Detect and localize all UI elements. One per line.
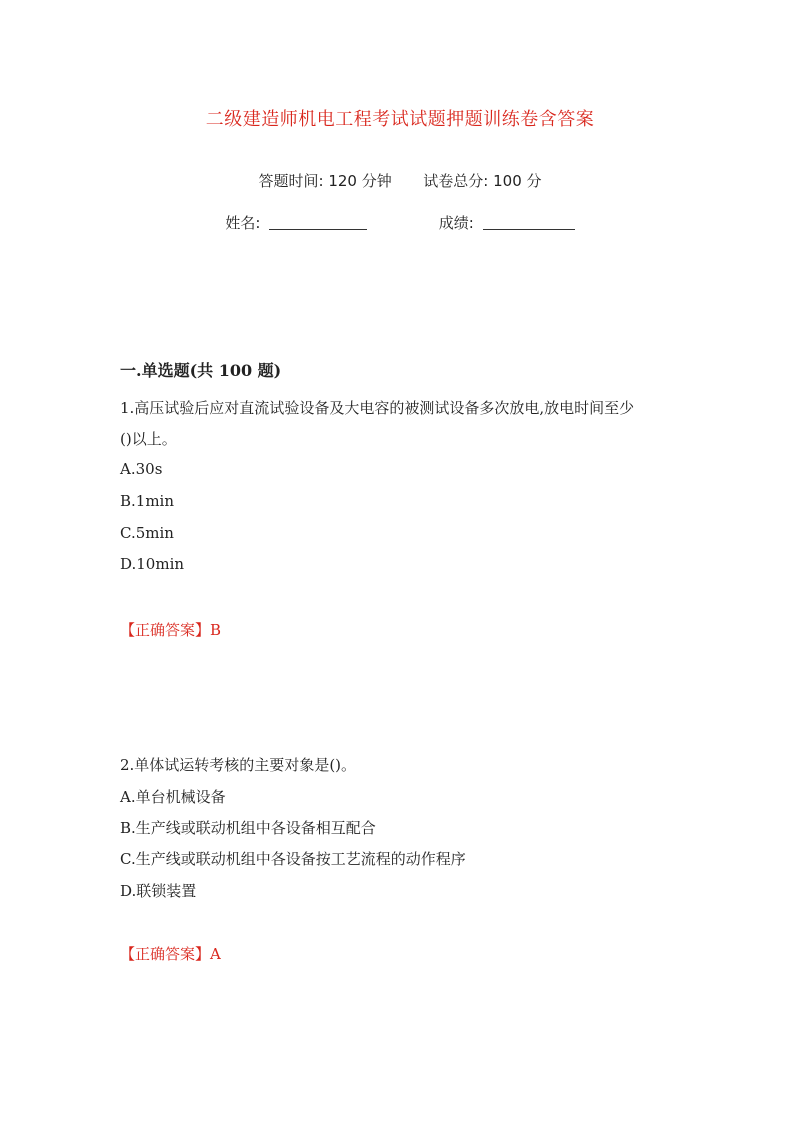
question-1-option-a: A.30s bbox=[120, 460, 163, 478]
exam-title: 二级建造师机电工程考试试题押题训练卷含答案 bbox=[205, 109, 595, 130]
score-blank[interactable] bbox=[483, 214, 575, 230]
total-score-value: 100 分 bbox=[493, 172, 542, 190]
question-2-option-a: A.单台机械设备 bbox=[120, 788, 226, 806]
name-blank[interactable] bbox=[269, 214, 367, 230]
score-label: 成绩: bbox=[438, 214, 474, 232]
question-2-answer: 【正确答案】A bbox=[120, 945, 221, 963]
question-1-answer: 【正确答案】B bbox=[120, 621, 222, 639]
question-2-option-c: C.生产线或联动机组中各设备按工艺流程的动作程序 bbox=[120, 850, 466, 868]
exam-info-row bbox=[0, 170, 800, 191]
total-score-label: 试卷总分: bbox=[423, 172, 489, 190]
name-label: 姓名: bbox=[225, 214, 261, 232]
question-2-stem: 2.单体试运转考核的主要对象是()。 bbox=[120, 756, 357, 774]
question-1-stem: 1.高压试验后应对直流试验设备及大电容的被测试设备多次放电,放电时间至少 bbox=[120, 399, 635, 417]
time-value: 120 分钟 bbox=[328, 172, 392, 190]
student-info-row bbox=[0, 212, 800, 233]
question-1-option-b: B.1min bbox=[120, 492, 175, 510]
question-1-option-c: C.5min bbox=[120, 524, 174, 542]
question-1-stem-cont: ()以上。 bbox=[120, 430, 177, 448]
question-2-option-d: D.联锁装置 bbox=[120, 882, 197, 900]
question-2-option-b: B.生产线或联动机组中各设备相互配合 bbox=[120, 819, 376, 837]
section-heading: 一.单选题(共 100 题) bbox=[120, 361, 282, 380]
time-label: 答题时间: bbox=[258, 172, 324, 190]
question-1-option-d: D.10min bbox=[120, 555, 185, 573]
